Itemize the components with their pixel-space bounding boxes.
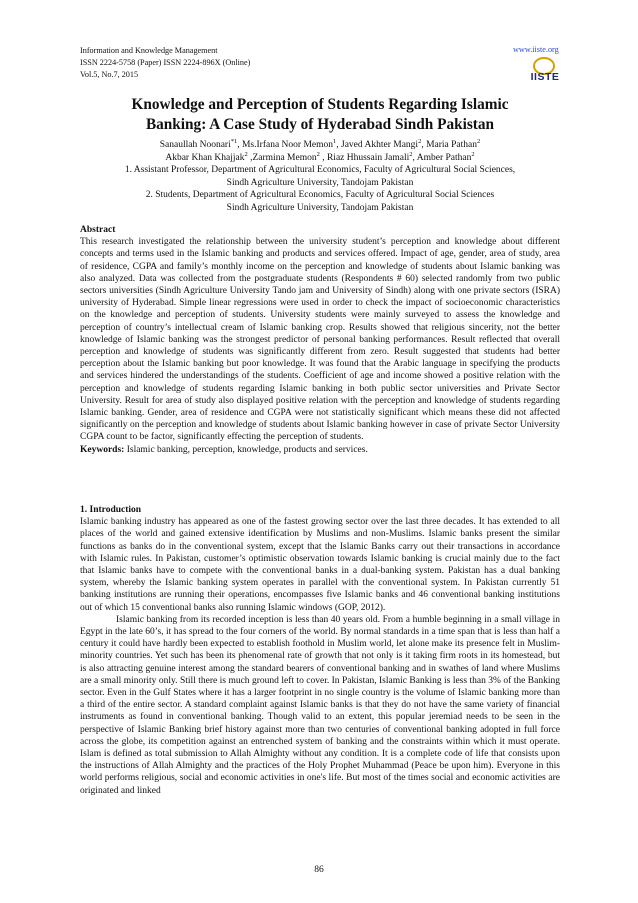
logo-text: IISTE — [530, 71, 560, 83]
author-line-2: Akbar Khan Khajjak$^2$ ,Zarmina Memon$^2$ , Riaz Hhussain Jamali$^2$, Amber Pathan$^2$ — [165, 150, 475, 163]
affiliation-2-line-1: 2. Students, Department of Agricultural Economics, Faculty of Agricultural Social Sciences — [145, 190, 495, 200]
abstract-text: This research investigated the relationship between the university student’s perception and knowledge about different concepts and terms used in the Islamic banking and products and services offered. Impact of age, gender, area of study, area of residence, CGPA and family’s monthly income on the perception and knowledge of students about Islamic banking was also analyzed. Data was collected from the postgraduate students (Respondents # 60) selected randomly from two public sectors universities (Sindh Agriculture University Tando jam and University of Sindh) along with one private sectors (ISRA) university of Hyderabad. Simple linear regressions were used in order to check the impact of socioeconomic characteristics on the knowledge and perception of students. University students were mainly surveyed to assess the knowledge and perception of country’s intellectual cream of Islamic banking crop. Results showed that religious sincerity, not the better knowledge of Islamic banking was the strongest predictor of personal banking performances. Result reflected that overall perception and knowledge of students was significantly different from zero. Result suggested that students had better perception about the Islamic banking but poor knowledge. It was found that the Arabic language in specifying the products and services hindered the understandings of the students. Coefficient of age and income showed a positive relation with the perception and knowledge of students regarding Islamic banking in both public sector universities and Private Sector University. Result for area of study also displayed positive relation with the perception and knowledge of students regarding Islamic banking. Gender, area of residence and CGPA were not statistically significant which means these did not affected significantly on the perception and knowledge of students about Islamic banking however in case of private Sector University CGPA count to be factor, significantly effecting the perception of students. — [80, 237, 560, 443]
introduction-section — [80, 504, 560, 797]
title-line-1: Knowledge and Perception of Students Regarding Islamic — [131, 96, 509, 113]
iiste-logo-icon — [528, 57, 562, 85]
abstract-section — [80, 224, 560, 456]
journal-url-link[interactable]: www.iiste.org — [513, 45, 559, 54]
author-block — [80, 139, 560, 214]
title-line-2: Banking: A Case Study of Hyderabad Sindh Pakistan — [145, 116, 495, 133]
introduction-heading: 1. Introduction — [80, 505, 142, 515]
issn-line: ISSN 2224-5758 (Paper) ISSN 2224-896X (Online) — [80, 58, 251, 67]
abstract-heading: Abstract — [80, 225, 116, 235]
keywords-line — [80, 444, 560, 456]
affiliation-1-line-1: 1. Assistant Professor, Department of Agricultural Economics, Faculty of Agricultural Social Sciences, — [124, 165, 516, 175]
paper-title — [80, 95, 560, 135]
affiliation-2-line-2: Sindh Agriculture University, Tandojam Pakistan — [226, 202, 414, 213]
keywords-label: Keywords: — [80, 444, 125, 455]
intro-paragraph-2: Islamic banking from its recorded inception is less than 40 years old. From a humble beginning in a small village in Egypt in the late 60’s, it has spread to the four corners of the world. By normal standards in a time span that is less than half a century it could have hardly been expected to establish foothold in Muslim world, let alone make its presence felt in Muslim-minority countries. Yet such has been its phenomenal rate of growth that not only is it taking firm roots in its homestead, but is also attracting genuine interest among the standard bearers of conventional banking and in swathes of land where Muslims are a small minority only. Still there is much ground left to cover. In Pakistan, Islamic Banking is less than 3% of the Banking sector. Even in the Gulf States where it has a larger footprint in no single country is the volume of Islamic banking more than a third of the entire sector. A standard complaint against Islamic banks is that they do not have the same variety of financial instruments as found in conventional banking. Though valid to an extent, this popular jeremiad needs to be seen in the perspective of Islamic Banking brief history against more than two centuries of conventional banking adopted in full force across the globe, its competition against an entrenched system of banking and the constraints within which it must operate. Islam is defined as total submission to Allah Almighty without any condition. It is a complete code of life that consists upon the instructions of Allah Almighty and the practices of the Holy Prophet Muhammad (Peace be upon him). Everyone in this world performs religious, social and economic activities in one's life. But most of the times social and economic activities are originated and linked — [80, 614, 560, 796]
page-number: 86 — [314, 865, 324, 875]
keywords-text: Islamic banking, perception, knowledge, products and services. — [124, 444, 368, 455]
volume-line: Vol.5, No.7, 2015 — [80, 70, 139, 79]
journal-name: Information and Knowledge Management — [80, 46, 218, 55]
affiliation-1-line-2: Sindh Agriculture University, Tandojam Pakistan — [226, 177, 414, 188]
author-line-1: Sanaullah Noonari$^{*1}$, Ms.Irfana Noor Memon$^1$, Javed Akhter Mangi$^2$, Maria Pathan$^2$ — [159, 137, 481, 150]
intro-paragraph-1: Islamic banking industry has appeared as one of the fastest growing sector over the last three decades. It has extended to all places of the world and gained extensive identification by Muslims and non-Muslims. Islamic banks present the similar functions as banks do in the conventional system, except that the Islamic Banks carry out their transactions in accordance with Islamic rules. In Pakistan, customer’s optimistic observation towards Islamic banking is crucial mainly due to the fact that Islamic banks have to compete with the conventional banks in a dual-banking system. Pakistan has a dual banking system, whereby the Islamic banking system operates in parallel with the conventional system. In Pakistan currently 51 banking institutions are running their operations, encompasses five Islamic banks and 46 conventional banking institutions out of which 15 conventional banks also running Islamic windows (GOP, 2012). — [80, 517, 560, 613]
